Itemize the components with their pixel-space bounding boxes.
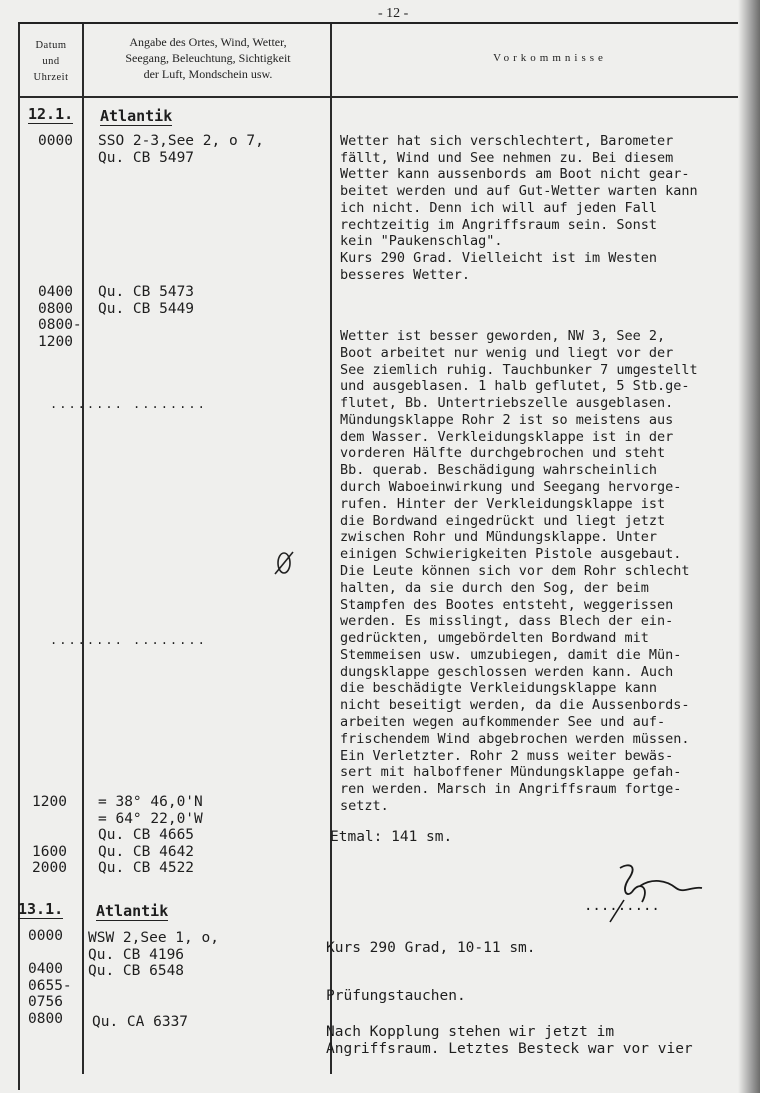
entry-text: Nach Kopplung stehen wir jetzt im Angriffsraum. Letztes Besteck war vor vier	[326, 1024, 693, 1057]
entry-text: Etmal: 141 sm.	[330, 829, 453, 845]
dotted-separator: ........ ........	[50, 633, 207, 647]
entry-time: 1200 1600 2000	[32, 794, 67, 876]
header-events: Vorkommnisse	[493, 52, 607, 64]
signature	[580, 858, 720, 930]
entry-position: = 38° 46,0'N = 64° 22,0'W Qu. CB 4665 Qu. CB 4642 Qu. CB 4522	[98, 794, 203, 876]
entry-text: Kurs 290 Grad, 10-11 sm.	[326, 940, 536, 956]
entry-text: Wetter hat sich verschlechtert, Barometer fällt, Wind und See nehmen zu. Bei diesem Wetter kann aussenbords am Boot nicht gear- beitet werden und auf Gut-Wetter warten kann ich nicht. Denn ich will auf jeden Fall rechtzeitig im Angriffsraum sein. Sonst kein "Paukenschlag". Kurs 290 Grad. Vielleicht ist im Westen besseres Wetter.	[340, 133, 698, 283]
section-place: Atlantik	[96, 902, 169, 920]
page-number: - 12 -	[378, 6, 409, 21]
entry-position: Qu. CB 5473 Qu. CB 5449	[98, 284, 195, 317]
entry-position: WSW 2,See 1, o, Qu. CB 4196 Qu. CB 6548	[88, 930, 219, 979]
header-date: Datum und Uhrzeit	[33, 40, 69, 83]
entry-time: 0400 0800 0800- 1200	[38, 284, 82, 350]
header-position: Angabe des Ortes, Wind, Wetter, Seegang, Beleuchtung, Sichtigkeit der Luft, Mondschein usw.	[125, 35, 291, 81]
entry-position: SSO 2-3,See 2, o 7, Qu. CB 5497	[98, 133, 264, 166]
top-rule	[18, 6, 738, 24]
column-rule-time	[82, 24, 84, 1074]
entry-position: Qu. CA 6337	[92, 1014, 189, 1030]
dotted-separator: ........ ........	[50, 397, 207, 411]
entry-time: 0000 0400 0655- 0756 0800	[28, 928, 72, 1027]
svg-text:.........: .........	[584, 898, 660, 914]
entry-text: Prüfungstauchen.	[326, 988, 466, 1004]
entry-text: Wetter ist besser geworden, NW 3, See 2, Boot arbeitet nur wenig und liegt vor der See ziemlich ruhig. Tauchbunker 7 umgestellt und ausgeblasen. 1 halb geflutet, 5 Stb.ge- flutet, Bb. Untertriebszelle ausgeblasen. Mündungsklappe Rohr 2 ist so meistens aus dem Wasser. Verkleidungsklappe ist in der vorderen Hälfte durchgebrochen und steht Bb. querab. Beschädigung wahrscheinlich durch Waboeinwirkung und Seegang hervorge- rufen. Hinter der Verkleidungsklappe ist die Bordwand eingedrückt und liegt jetzt zwischen Rohr und Mündungsklappe. Unter einigen Schwierigkeiten Pistole ausgebaut. Die Leute können sich vor dem Rohr schlecht halten, da sie durch den Sog, der beim Stampfen des Bootes entsteht, weggerissen werden. Es misslingt, dass Blech der ein- gedrückten, umgebördelten Bordwand mit Stemmeisen usw. umzubiegen, damit die Mün- dungsklappe geschlossen werden kann. Auch die beschädigte Verkleidungsklappe kann nicht beseitigt werden, da die Aussenbords- arbeiten wegen aufkommender See und auf- frischendem Wind abgebrochen werden müssen. Ein Verletzter. Rohr 2 muss weiter bewäs- sert mit halboffener Mündungsklappe gefah- ren werden. Marsch in Angriffsraum fortge- setzt.	[340, 328, 698, 814]
column-rule-position	[330, 24, 332, 1074]
crossed-zero-mark	[272, 548, 296, 578]
column-rule-left	[18, 24, 20, 1090]
section-place: Atlantik	[100, 107, 173, 125]
section-date: 12.1.	[28, 105, 74, 123]
page-edge-shadow	[738, 0, 760, 1093]
header-rule	[18, 96, 738, 98]
section-date: 13.1.	[18, 900, 64, 918]
entry-time: 0000	[38, 133, 73, 149]
